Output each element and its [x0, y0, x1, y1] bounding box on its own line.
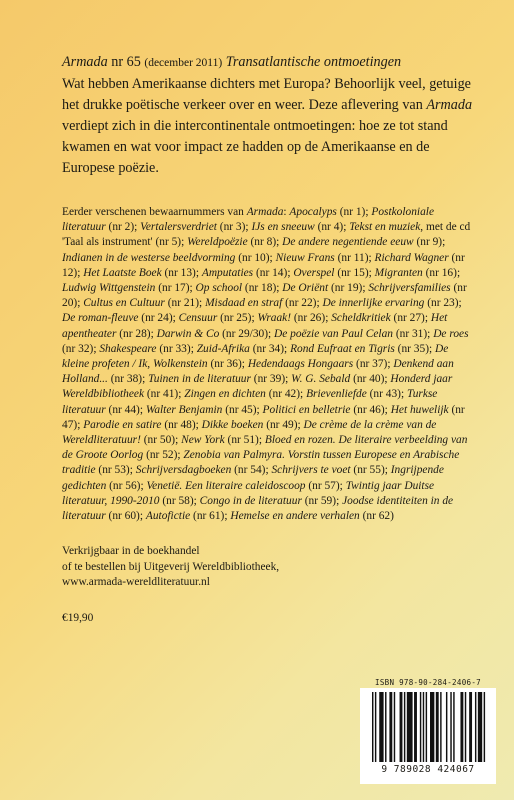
- issue-item-title: Ludwig Wittgenstein: [62, 282, 156, 295]
- issue-item-number: (nr 10): [238, 251, 270, 264]
- barcode-bar: [446, 692, 447, 762]
- issue-item-title: Het Laatste Boek: [83, 266, 162, 279]
- isbn-label: ISBN 978-90-284-2406-7: [375, 678, 481, 687]
- barcode-bar: [469, 692, 472, 762]
- barcode-bar: [484, 692, 485, 762]
- issue-item-number: (nr 56): [109, 479, 141, 492]
- issue-item-title: Tekst en muziek: [349, 221, 421, 234]
- issue-item-number: (nr 17): [158, 282, 190, 295]
- issue-item-title: Nieuw Frans: [275, 251, 335, 264]
- issue-item-number: (nr 38): [110, 373, 143, 386]
- issue-item-number: (nr 47): [62, 403, 465, 431]
- issue-item-title: Het apentheater: [62, 312, 448, 340]
- issue-item-number: (nr 24): [141, 312, 173, 325]
- issue-list-item: [181, 434, 259, 446]
- issue-item-title: Politici en belletrie: [262, 403, 351, 416]
- issue-item-number: (nr 54): [234, 464, 266, 477]
- issue-item-number: (nr 52): [146, 449, 178, 462]
- issue-item-title: Parodie en satire: [83, 418, 162, 431]
- issue-list-item: [251, 221, 343, 233]
- issue-item-number: (nr 61): [193, 510, 225, 523]
- barcode-digits: 9 789028 424067: [381, 764, 475, 775]
- issue-list-item: [99, 343, 190, 355]
- issue-item-number: (nr 4): [317, 221, 344, 234]
- issue-item-title: Op school: [195, 282, 243, 295]
- website-link[interactable]: www.armada-wereldliteratuur.nl: [62, 576, 210, 589]
- issue-item-number: (nr 37): [356, 358, 388, 371]
- issue-item-number: , met de cd 'Taal als instrument' (nr 5): [62, 221, 471, 249]
- barcode-bar: [465, 692, 466, 762]
- issue-item-number: (nr 20): [62, 282, 467, 310]
- issue-list-item: [306, 388, 401, 400]
- issue-item-title: Honderd jaar Wereldbibliotheek: [62, 373, 453, 401]
- barcode-bar: [426, 692, 427, 762]
- issue-list-item: [136, 464, 266, 476]
- barcode-bar: [460, 692, 463, 762]
- issue-number: nr 65: [107, 54, 145, 70]
- issue-list-item: [375, 267, 457, 279]
- issue-item-title: Rond Eufraat en Tigris: [290, 342, 395, 355]
- issue-item-number: (nr 8): [250, 236, 277, 249]
- issue-item-title: Censuur: [178, 312, 218, 325]
- issue-item-title: Darwin & Co: [156, 327, 220, 340]
- issue-item-title: Schrijversdagboeken: [135, 464, 232, 477]
- issue-item-number: (nr 15): [337, 266, 369, 279]
- issue-item-title: Ingrijpende gedichten: [62, 464, 444, 492]
- issue-item-title: Zingen en dichten: [184, 388, 266, 401]
- series-name: Armada: [62, 54, 108, 70]
- issue-list-item: [230, 510, 394, 522]
- issue-item-title: Schrijversfamilies: [368, 282, 451, 295]
- issue-item-title: Migranten: [374, 266, 423, 279]
- issue-item-title: Hemelse en andere verhalen: [230, 510, 360, 523]
- issue-list-item: [291, 373, 384, 385]
- issue-item-number: (nr 60): [108, 510, 140, 523]
- issue-list-item: [202, 419, 298, 431]
- issue-item-title: De andere negentiende eeuw: [282, 236, 414, 249]
- issue-item-title: De poëzie van Paul Celan: [274, 327, 393, 340]
- issue-list-item: [276, 252, 369, 264]
- issue-item-title: Turkse literatuur: [62, 388, 438, 416]
- issue-list-item: [83, 297, 199, 309]
- issue-item-title: Wraak!: [257, 312, 291, 325]
- issue-item-number: (nr 45): [225, 403, 257, 416]
- barcode-bar: [453, 692, 454, 762]
- price: €19,90: [62, 612, 94, 625]
- issue-item-number: (nr 48): [164, 418, 196, 431]
- issue-list-item: [146, 404, 257, 416]
- issue-item-number: (nr 59): [304, 494, 337, 507]
- issue-item-number: (nr 16): [425, 266, 457, 279]
- issue-item-number: (nr 50): [143, 434, 176, 447]
- issue-list-item: [140, 221, 245, 233]
- previous-issues-list: Eerder verschenen bewaarnummers van Armada: Apocalyps (nr 1); Postkoloniale literatuur (nr 2); Vertalersverdriet (nr 3); IJs en sneeuw (nr 4); Tekst en muziek, met de cd 'Taal als instrument' (nr 5); Wereldpoëzie (nr 8); De andere negentiende eeuw (nr 9); Indianen in de westerse beeldvorming (nr 10); Nieuw Frans (nr 11); Richard Wagner (nr 12); Het Laatste Boek (nr 13); Amputaties (nr 14); Overspel (nr 15); Migranten (nr 16); Ludwig Wittgenstein (nr 17); Op school (nr 18); De Oriënt (nr 19); Schrijversfamilies (nr 20); Cultus en Cultuur (nr 21); Misdaad en straf (nr 22); De innerlijke ervaring (nr 23); De roman-fleuve (nr 24); Censuur (nr 25); Wraak! (nr 26); Scheldkritiek (nr 27); Het apentheater (nr 28); Darwin & Co (nr 29/30); De poëzie van Paul Celan (nr 31); De roes (nr 32); Shakespeare (nr 33); Zuid-Afrika (nr 34); Rond Eufraat en Tigris (nr 35); De kleine profeten / Ik, Wolkenstein (nr 36); Hedendaags Hongaars (nr 37); Denkend aan Holland... (nr 38); Tuinen in de literatuur (nr 39); W. G. Sebald (nr 40); Honderd jaar Wereldbibliotheek (nr 41); Zingen en dichten (nr 42); Brievenliefde (nr 43); Turkse literatuur (nr 44); Walter Benjamin (nr 45); Politici en belletrie (nr 46); Het huwelijk (nr 47); Parodie en satire (nr 48); Dikke boeken (nr 49); De crème de la crème van de Wereldliteratuur! (nr 50); New York (nr 51); Bloed en rozen. De literaire verbeelding van de Groote Oorlog (nr 52); Zenobia van Palmyra. Vorstin tussen Europese en Arabische traditie (nr 53); Schrijversdagboeken (nr 54); Schrijvers te voet (nr 55); Ingrijpende gedichten (nr 56); Venetië. Een literaire caleidoscoop (nr 57); Twintig jaar Duitse literatuur, 1990-2010 (nr 58); Congo in de literatuur (nr 59); Joodse identiteiten in de literatuur (nr 60); Autofictie (nr 61); Hemelse en andere verhalen (nr 62): [62, 206, 471, 523]
- issue-item-title: Venetië. Een literaire caleidoscoop: [146, 479, 306, 492]
- issue-item-number: (nr 27): [393, 312, 425, 325]
- issue-item-number: (nr 40): [353, 373, 385, 386]
- issue-list-item: [282, 282, 362, 294]
- barcode-bar: [436, 692, 439, 762]
- issue-item-title: Hedendaags Hongaars: [247, 358, 354, 371]
- issue-item-title: De crème de la crème van de Wereldliteratuur!: [62, 418, 437, 447]
- issue-item-number: (nr 53): [98, 464, 130, 477]
- issue-item-number: (nr 18): [244, 282, 277, 295]
- issue-list-item: [184, 388, 300, 400]
- barcode-bar: [375, 692, 376, 762]
- barcode-bar: [423, 692, 424, 762]
- issue-list-item: [197, 343, 284, 355]
- issue-list-item: [274, 328, 427, 340]
- issue-item-title: Cultus en Cultuur: [83, 297, 165, 310]
- intro-text-1: Wat hebben Amerikaanse dichters met Europa? Behoorlijk veel, getuige het drukke poëtische verkeer over en weer. Deze aflevering van: [62, 76, 471, 113]
- issue-item-title: Zenobia van Palmyra. Vorstin tussen Europese en Arabische traditie: [62, 449, 460, 477]
- issue-item-number: (nr 44): [108, 403, 140, 416]
- issue-list-item: [62, 282, 190, 294]
- issue-item-number: (nr 19): [331, 282, 363, 295]
- issue-list-item: [202, 267, 287, 279]
- issue-item-title: Zuid-Afrika: [196, 342, 250, 355]
- issue-list-item: [271, 464, 384, 476]
- issue-item-number: (nr 12): [62, 251, 465, 279]
- barcode-bar: [372, 692, 373, 762]
- issue-list-item: [179, 312, 252, 324]
- issue-item-number: (nr 3): [219, 221, 246, 234]
- barcode-bar: [394, 692, 395, 762]
- availability-line: of te bestellen bij Uitgeverij Wereldbibliotheek,: [62, 560, 280, 573]
- issue-item-number: (nr 14): [255, 266, 288, 279]
- issue-item-number: (nr 31): [395, 327, 428, 340]
- issue-item-number: (nr 29/30): [222, 327, 269, 340]
- issue-item-title: Schrijvers te voet: [271, 464, 351, 477]
- issue-item-number: (nr 34): [252, 342, 285, 355]
- issue-list-item: [83, 419, 195, 431]
- issue-list-item: [157, 328, 268, 340]
- issue-item-number: (nr 33): [159, 342, 191, 355]
- barcode-bar: [430, 692, 434, 762]
- barcode-bar: [379, 692, 383, 762]
- barcode-bar: [385, 692, 386, 762]
- issue-item-title: De roes: [433, 327, 469, 340]
- issue-item-title: Twintig jaar Duitse literatuur, 1990-2010: [62, 479, 435, 507]
- issue-list-item: [148, 373, 285, 385]
- barcode-bar: [389, 692, 392, 762]
- issue-item-number: (nr 43): [369, 388, 401, 401]
- issue-item-title: Indianen in de westerse beeldvorming: [62, 251, 236, 264]
- issue-item-title: Denkend aan Holland...: [62, 358, 454, 386]
- barcode-bar: [400, 692, 403, 762]
- issue-item-number: (nr 42): [268, 388, 301, 401]
- barcode-bar: [475, 692, 476, 762]
- issue-item-number: (nr 39): [253, 373, 286, 386]
- issue-list-item: [83, 267, 196, 279]
- issue-item-number: (nr 2): [108, 221, 135, 234]
- issue-list-item: [196, 282, 277, 294]
- issue-item-title: Scheldkritiek: [331, 312, 391, 325]
- barcode-bar: [414, 692, 417, 762]
- barcode: [360, 688, 496, 784]
- issue-item-title: Shakespeare: [99, 342, 157, 355]
- issue-item-number: (nr 58): [162, 494, 194, 507]
- list-lead: Eerder verschenen bewaarnummers van: [62, 206, 247, 218]
- issue-item-title: Bloed en rozen. De literaire verbeelding van de Groote Oorlog: [62, 434, 468, 462]
- barcode-bar: [407, 692, 413, 762]
- issue-item-title: De kleine profeten / Ik, Wolkenstein: [62, 342, 449, 371]
- list-series-name: Armada: [246, 206, 284, 218]
- issue-item-title: Het huwelijk: [390, 403, 449, 416]
- issue-item-number: (nr 21): [167, 297, 200, 310]
- issue-list-item: [322, 297, 458, 309]
- issue-item-number: (nr 57): [308, 479, 340, 492]
- issue-item-title: Richard Wagner: [374, 251, 449, 264]
- issue-item-title: Postkoloniale literatuur: [62, 206, 435, 234]
- issue-item-number: (nr 62): [362, 510, 394, 523]
- issue-item-number: (nr 13): [164, 266, 196, 279]
- issue-item-title: Misdaad en straf: [205, 297, 283, 310]
- issue-item-number: (nr 26): [293, 312, 326, 325]
- issue-item-title: De roman-fleuve: [62, 312, 139, 325]
- issue-item-title: Dikke boeken: [201, 418, 264, 431]
- issue-list-item: [289, 206, 365, 218]
- issue-item-title: Congo in de literatuur: [199, 494, 302, 507]
- issue-item-title: Autofictie: [145, 510, 191, 523]
- issue-item-number: (nr 51): [227, 434, 259, 447]
- issue-item-number: (nr 11): [337, 251, 369, 264]
- issue-item-title: Brievenliefde: [306, 388, 367, 401]
- issue-item-title: De Oriënt: [282, 282, 329, 295]
- issue-item-number: (nr 23): [427, 297, 459, 310]
- issue-list-item: [146, 510, 224, 522]
- issue-item-title: New York: [181, 434, 225, 447]
- issue-list-item: [248, 358, 388, 370]
- issue-list-item: [290, 343, 429, 355]
- issue-item-title: Tuinen in de literatuur: [148, 373, 251, 386]
- issue-item-number: (nr 28): [119, 327, 151, 340]
- availability-info: [62, 544, 474, 590]
- barcode-bar: [440, 692, 441, 762]
- issue-item-number: (nr 41): [146, 388, 179, 401]
- issue-item-title: Amputaties: [201, 266, 254, 279]
- issue-item-number: (nr 1): [339, 206, 366, 218]
- issue-item-title: De innerlijke ervaring: [322, 297, 425, 310]
- issue-title: Transatlantische ontmoetingen: [222, 54, 402, 70]
- issue-item-title: Joodse identiteiten in de literatuur: [62, 494, 454, 523]
- barcode-bar: [478, 692, 482, 762]
- issue-list-item: [263, 404, 385, 416]
- intro-paragraph: [62, 52, 474, 179]
- issue-list-item: [331, 312, 425, 324]
- barcode-bar: [404, 692, 405, 762]
- issue-item-number: (nr 36): [210, 358, 242, 371]
- barcode-bar: [420, 692, 421, 762]
- intro-series-name: Armada: [426, 97, 473, 113]
- back-cover-content: [62, 52, 474, 624]
- issue-item-number: (nr 55): [353, 464, 385, 477]
- availability-line: Verkrijgbaar in de boekhandel: [62, 545, 200, 558]
- issue-item-number: (nr 35): [397, 342, 429, 355]
- issue-list-item: [257, 312, 325, 324]
- issue-item-title: Overspel: [293, 266, 335, 279]
- issue-item-title: IJs en sneeuw: [251, 221, 315, 234]
- issue-item-title: Apocalyps: [289, 206, 337, 218]
- issue-item-title: Vertalersverdriet: [140, 221, 217, 234]
- issue-list-item: [293, 267, 368, 279]
- issue-item-number: (nr 49): [266, 418, 298, 431]
- issue-list-item: [187, 236, 276, 248]
- issue-item-title: Wereldpoëzie: [187, 236, 248, 249]
- issue-item-number: (nr 25): [220, 312, 252, 325]
- issue-date: (december 2011): [144, 57, 223, 69]
- issue-item-title: Walter Benjamin: [145, 403, 223, 416]
- issue-list-item: [146, 480, 339, 492]
- issue-list-item: [200, 495, 336, 507]
- issue-item-number: (nr 46): [353, 403, 385, 416]
- issue-list-item: [62, 252, 270, 264]
- intro-text-2: verdiept zich in die intercontinentale ontmoetingen: hoe ze tot stand kwamen en wat voor impact ze hadden op de Amerikaanse en de Europese poëzie.: [62, 118, 448, 176]
- issue-list-item: [282, 236, 442, 248]
- issue-item-number: (nr 22): [285, 297, 317, 310]
- issue-item-number: (nr 9): [416, 236, 443, 249]
- issue-item-number: (nr 32): [62, 342, 94, 355]
- issue-list-item: [205, 297, 316, 309]
- barcode-bar: [450, 692, 451, 762]
- barcode-bars: [370, 692, 486, 764]
- issue-list-item: [62, 312, 173, 324]
- issue-item-title: W. G. Sebald: [291, 373, 351, 386]
